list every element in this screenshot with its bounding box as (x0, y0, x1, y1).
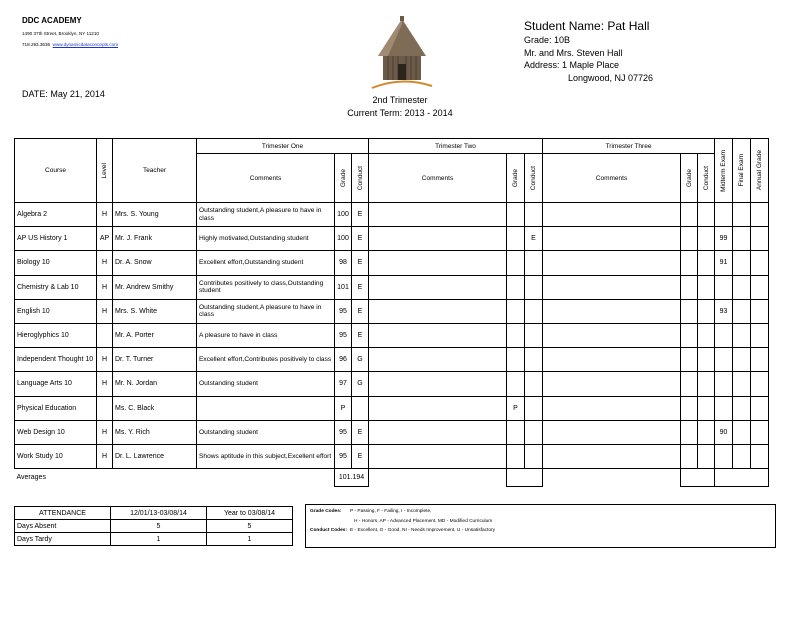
header-conduct-3-label: Conduct (702, 165, 710, 191)
comment-t1 (197, 396, 335, 420)
comment-t3 (543, 372, 681, 396)
course-teacher: Dr. T. Turner (113, 348, 197, 372)
header-grade-2-label: Grade (512, 168, 519, 188)
conduct-t1: E (352, 299, 369, 323)
course-name: Biology 10 (15, 251, 97, 275)
course-row (15, 348, 769, 372)
header-comments-1: Comments (197, 154, 335, 203)
course-row (15, 396, 769, 420)
conduct-t3 (698, 203, 715, 227)
course-level: H (97, 372, 113, 396)
course-row (15, 227, 769, 251)
comment-t1: Highly motivated,Outstanding student (197, 227, 335, 251)
course-teacher: Mr. N. Jordan (113, 372, 197, 396)
comment-t3 (543, 444, 681, 468)
final-grade (733, 420, 751, 444)
course-teacher: Dr. A. Snow (113, 251, 197, 275)
course-teacher: Mrs. S. Young (113, 203, 197, 227)
conduct-t1: E (352, 275, 369, 299)
comment-t2 (369, 396, 507, 420)
course-level: H (97, 275, 113, 299)
course-level: H (97, 444, 113, 468)
student-address-line2: Longwood, NJ 07726 (568, 72, 654, 83)
attendance-period: 12/01/13-03/08/14 (111, 507, 207, 520)
course-row (15, 444, 769, 468)
header-grade-3-label: Grade (685, 168, 693, 188)
conduct-t3 (698, 372, 715, 396)
attendance-row (15, 533, 293, 546)
grade-codes-label: Grade Codes: (310, 509, 342, 514)
conduct-t2 (525, 275, 543, 299)
annual-grade (751, 323, 769, 347)
comment-t2 (369, 444, 507, 468)
grade-t2 (507, 251, 525, 275)
header-grade-3 (681, 154, 698, 203)
grade-t1: 95 (335, 323, 352, 347)
final-grade (733, 444, 751, 468)
conduct-codes-label: Conduct Codes: (310, 528, 348, 533)
midterm-grade (715, 348, 733, 372)
header-comments-3: Comments (543, 154, 681, 203)
grade-t2 (507, 227, 525, 251)
final-grade (733, 372, 751, 396)
attendance-row (15, 520, 293, 533)
course-teacher: Dr. L. Lawrence (113, 444, 197, 468)
course-teacher: Mr. J. Frank (113, 227, 197, 251)
conduct-t2 (525, 348, 543, 372)
student-info (524, 18, 653, 84)
final-grade (733, 251, 751, 275)
conduct-t3 (698, 396, 715, 420)
grade-t3 (681, 299, 698, 323)
header-conduct-1-label: Conduct (356, 165, 364, 191)
school-house-logo-icon (368, 16, 436, 92)
annual-grade (751, 203, 769, 227)
course-level: H (97, 420, 113, 444)
comment-t2 (369, 203, 507, 227)
final-grade (733, 396, 751, 420)
comment-t1: Outstanding student (197, 372, 335, 396)
student-parents: Mr. and Mrs. Steven Hall (524, 47, 623, 58)
course-level: H (97, 203, 113, 227)
grade-codes-line2: H - Honors, AP - Advanced Placement, MD - Modified Curriculum (354, 518, 493, 524)
annual-grade (751, 251, 769, 275)
course-name: Language Arts 10 (15, 372, 97, 396)
attendance-label: Days Tardy (15, 533, 111, 546)
conduct-t1: E (352, 227, 369, 251)
averages-t2 (507, 469, 543, 487)
header-grade-1-label: Grade (339, 168, 347, 188)
conduct-t2 (525, 203, 543, 227)
header-trimester-one: Trimester One (197, 139, 369, 154)
grade-t3 (681, 203, 698, 227)
conduct-t1: E (352, 251, 369, 275)
grade-t1: 96 (335, 348, 352, 372)
header-final (733, 139, 751, 203)
attendance-value: 1 (207, 533, 293, 546)
grade-t1: P (335, 396, 352, 420)
course-teacher: Mr. Andrew Smithy (113, 275, 197, 299)
final-grade (733, 275, 751, 299)
conduct-t3 (698, 323, 715, 347)
comment-t1: Outstanding student,A pleasure to have in class (197, 299, 335, 323)
course-row (15, 372, 769, 396)
conduct-t1 (352, 396, 369, 420)
attendance-header: ATTENDANCE (15, 507, 111, 520)
midterm-grade: 99 (715, 227, 733, 251)
course-level: AP (97, 227, 113, 251)
comment-t1: Outstanding student,A pleasure to have in class (197, 203, 335, 227)
averages-label: Averages (15, 469, 197, 487)
header-comments-2: Comments (369, 154, 507, 203)
comment-t3 (543, 348, 681, 372)
grade-t3 (681, 275, 698, 299)
course-name: Web Design 10 (15, 420, 97, 444)
course-level: H (97, 251, 113, 275)
grade-t2 (507, 203, 525, 227)
annual-grade (751, 275, 769, 299)
annual-grade (751, 348, 769, 372)
conduct-t3 (698, 275, 715, 299)
final-grade (733, 299, 751, 323)
course-name: English 10 (15, 299, 97, 323)
course-row (15, 251, 769, 275)
header-grade-1 (335, 154, 352, 203)
course-name: Chemistry & Lab 10 (15, 275, 97, 299)
header-midterm-label: Midterm Exam (720, 149, 727, 192)
comment-t2 (369, 348, 507, 372)
averages-spacer-1 (197, 469, 335, 487)
averages-spacer-2 (369, 469, 507, 487)
averages-spacer-3 (543, 469, 681, 487)
grade-t1: 101 (335, 275, 352, 299)
grade-t3 (681, 372, 698, 396)
student-grade: Grade: 10B (524, 35, 571, 45)
course-level (97, 323, 113, 347)
school-name: DDC ACADEMY (22, 16, 82, 25)
grade-t3 (681, 444, 698, 468)
header-conduct-1 (352, 154, 369, 203)
grade-t3 (681, 323, 698, 347)
conduct-t2 (525, 372, 543, 396)
midterm-grade: 91 (715, 251, 733, 275)
conduct-t2: E (525, 227, 543, 251)
midterm-grade (715, 396, 733, 420)
grade-t2 (507, 420, 525, 444)
comment-t3 (543, 227, 681, 251)
final-grade (733, 203, 751, 227)
course-teacher: Mrs. S. White (113, 299, 197, 323)
averages-row (15, 469, 769, 487)
course-level (97, 396, 113, 420)
conduct-t1: G (352, 348, 369, 372)
conduct-t2 (525, 251, 543, 275)
annual-grade (751, 227, 769, 251)
grade-t2 (507, 275, 525, 299)
midterm-grade (715, 444, 733, 468)
grade-t1: 100 (335, 203, 352, 227)
course-level: H (97, 299, 113, 323)
grade-t3 (681, 227, 698, 251)
conduct-t2 (525, 420, 543, 444)
course-row (15, 420, 769, 444)
midterm-grade (715, 275, 733, 299)
conduct-t3 (698, 251, 715, 275)
school-website-link[interactable]: www.dynamicdataconcepts.com (52, 42, 119, 47)
comment-t3 (543, 299, 681, 323)
comment-t3 (543, 396, 681, 420)
grade-t1: 100 (335, 227, 352, 251)
course-name: AP US History 1 (15, 227, 97, 251)
header-final-label: Final Exam (738, 154, 745, 187)
comment-t2 (369, 299, 507, 323)
comment-t1: Shows aptitude in this subject,Excellent effort (197, 444, 335, 468)
header-annual-label: Annual Grade (756, 150, 763, 191)
grade-t3 (681, 420, 698, 444)
conduct-t2 (525, 323, 543, 347)
comment-t1: Contributes positively to class,Outstanding student (197, 275, 335, 299)
midterm-grade (715, 323, 733, 347)
current-term: Current Term: 2013 - 2014 (347, 108, 453, 118)
grade-t1: 95 (335, 444, 352, 468)
comment-t2 (369, 420, 507, 444)
grade-t3 (681, 251, 698, 275)
annual-grade (751, 372, 769, 396)
student-address: Address: 1 Maple Place (524, 60, 620, 70)
conduct-t1: E (352, 323, 369, 347)
averages-exams (715, 469, 769, 487)
header-midterm (715, 139, 733, 203)
comment-t1: Excellent effort,Outstanding student (197, 251, 335, 275)
term-info (300, 94, 500, 120)
grade-t2 (507, 323, 525, 347)
annual-grade (751, 396, 769, 420)
comment-t2 (369, 251, 507, 275)
conduct-t3 (698, 420, 715, 444)
attendance-table (14, 506, 293, 546)
comment-t3 (543, 420, 681, 444)
conduct-t1: E (352, 444, 369, 468)
course-level: H (97, 348, 113, 372)
course-name: Hieroglyphics 10 (15, 323, 97, 347)
school-address: 1490 37th Street, Brooklyn, NY 11210 (22, 31, 99, 36)
comment-t3 (543, 251, 681, 275)
grade-t2 (507, 444, 525, 468)
conduct-t1: G (352, 372, 369, 396)
header-level-label: Level (101, 162, 108, 179)
report-date: DATE: May 21, 2014 (22, 89, 105, 99)
conduct-t2 (525, 396, 543, 420)
conduct-t2 (525, 444, 543, 468)
conduct-t3 (698, 227, 715, 251)
annual-grade (751, 299, 769, 323)
header-conduct-2 (525, 154, 543, 203)
grade-t2 (507, 299, 525, 323)
course-row (15, 323, 769, 347)
course-name: Independent Thought 10 (15, 348, 97, 372)
course-row (15, 275, 769, 299)
conduct-t1: E (352, 203, 369, 227)
grade-t1: 95 (335, 299, 352, 323)
course-name: Physical Education (15, 396, 97, 420)
course-row (15, 203, 769, 227)
attendance-value: 5 (207, 520, 293, 533)
annual-grade (751, 420, 769, 444)
midterm-grade (715, 372, 733, 396)
school-phone: 718.293.3636 (22, 42, 51, 47)
conduct-t3 (698, 299, 715, 323)
course-teacher: Ms. C. Black (113, 396, 197, 420)
comment-t3 (543, 275, 681, 299)
midterm-grade (715, 203, 733, 227)
grade-codes-line1: P - Passing, F - Failing, I - Incomplete, (350, 509, 432, 514)
course-name: Algebra 2 (15, 203, 97, 227)
attendance-label: Days Absent (15, 520, 111, 533)
comment-t2 (369, 275, 507, 299)
averages-t3 (681, 469, 715, 487)
attendance-ytd: Year to 03/08/14 (207, 507, 293, 520)
trimester-label: 2nd Trimester (372, 95, 428, 105)
attendance-value: 1 (111, 533, 207, 546)
student-name: Student Name: Pat Hall (524, 19, 650, 33)
codes-legend (305, 504, 776, 548)
final-grade (733, 348, 751, 372)
grade-t1: 95 (335, 420, 352, 444)
school-contact (22, 42, 118, 47)
conduct-codes-line: E - Excellent, G - Good, NI - Needs Improvement, U - Unsatisfactory (350, 528, 496, 533)
conduct-t1: E (352, 420, 369, 444)
grades-table (14, 138, 769, 487)
comment-t2 (369, 227, 507, 251)
course-teacher: Mr. A. Porter (113, 323, 197, 347)
midterm-grade: 93 (715, 299, 733, 323)
comment-t2 (369, 323, 507, 347)
header-grade-2 (507, 154, 525, 203)
final-grade (733, 227, 751, 251)
grade-t3 (681, 348, 698, 372)
comment-t3 (543, 203, 681, 227)
final-grade (733, 323, 751, 347)
conduct-t2 (525, 299, 543, 323)
midterm-grade: 90 (715, 420, 733, 444)
comment-t1: Excellent effort,Contributes positively to class (197, 348, 335, 372)
comment-t3 (543, 323, 681, 347)
attendance-value: 5 (111, 520, 207, 533)
averages-t1: 101.194 (335, 469, 369, 487)
header-conduct-2-label: Conduct (530, 165, 537, 191)
header-teacher: Teacher (113, 139, 197, 203)
header-trimester-two: Trimester Two (369, 139, 543, 154)
course-row (15, 299, 769, 323)
conduct-t3 (698, 444, 715, 468)
course-teacher: Ms. Y. Rich (113, 420, 197, 444)
grade-t1: 98 (335, 251, 352, 275)
grades-body (15, 203, 769, 487)
comment-t1: Outstanding student (197, 420, 335, 444)
header-trimester-three: Trimester Three (543, 139, 715, 154)
comment-t2 (369, 372, 507, 396)
grade-t2 (507, 372, 525, 396)
header-annual (751, 139, 769, 203)
grade-t2 (507, 348, 525, 372)
header-conduct-3 (698, 154, 715, 203)
header-level (97, 139, 113, 203)
comment-t1: A pleasure to have in class (197, 323, 335, 347)
conduct-t3 (698, 348, 715, 372)
grade-t2: P (507, 396, 525, 420)
annual-grade (751, 444, 769, 468)
grade-t1: 97 (335, 372, 352, 396)
grade-t3 (681, 396, 698, 420)
course-name: Work Study 10 (15, 444, 97, 468)
header-course: Course (15, 139, 97, 203)
